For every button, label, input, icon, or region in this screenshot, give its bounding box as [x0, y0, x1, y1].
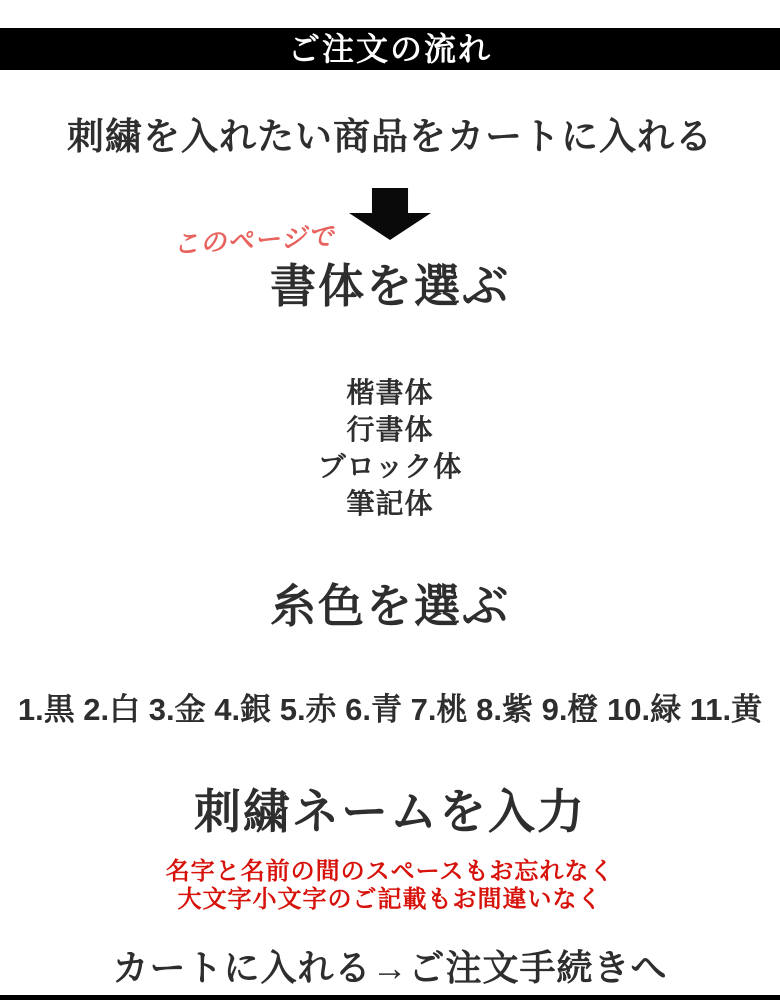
bottom-black-bar [0, 995, 780, 1000]
name-entry-warnings [0, 858, 780, 914]
font-option-kaisho: 楷書体 [346, 377, 434, 408]
font-option-gyosho: 行書体 [346, 414, 434, 445]
this-page-note: このページで [172, 220, 336, 260]
flow-arrow-section [0, 188, 780, 260]
top-spacer [0, 0, 780, 28]
enter-name-heading: 刺繍ネームを入力 [194, 785, 586, 838]
title-bar [0, 28, 780, 70]
final-step-text: カートに入れる→ご注文手続きへ [112, 947, 668, 988]
warning-case: 大文字小文字のご記載もお間違いなく [177, 886, 603, 913]
step-add-to-cart-text: 刺繍を入れたい商品をカートに入れる [67, 116, 713, 157]
font-options-list [0, 374, 780, 522]
choose-font-heading: 書体を選ぶ [270, 260, 510, 312]
down-arrow-icon [349, 188, 431, 240]
warning-space: 名字と名前の間のスペースもお忘れなく [165, 858, 615, 885]
font-option-script: 筆記体 [346, 488, 434, 519]
font-option-block: ブロック体 [317, 451, 463, 482]
page-title: ご注文の流れ [287, 31, 492, 67]
choose-thread-color-heading: 糸色を選ぶ [270, 580, 510, 632]
thread-color-options-line: 1.黒 2.白 3.金 4.銀 5.赤 6.青 7.桃 8.紫 9.橙 10.緑 11.黄 [17, 692, 763, 727]
